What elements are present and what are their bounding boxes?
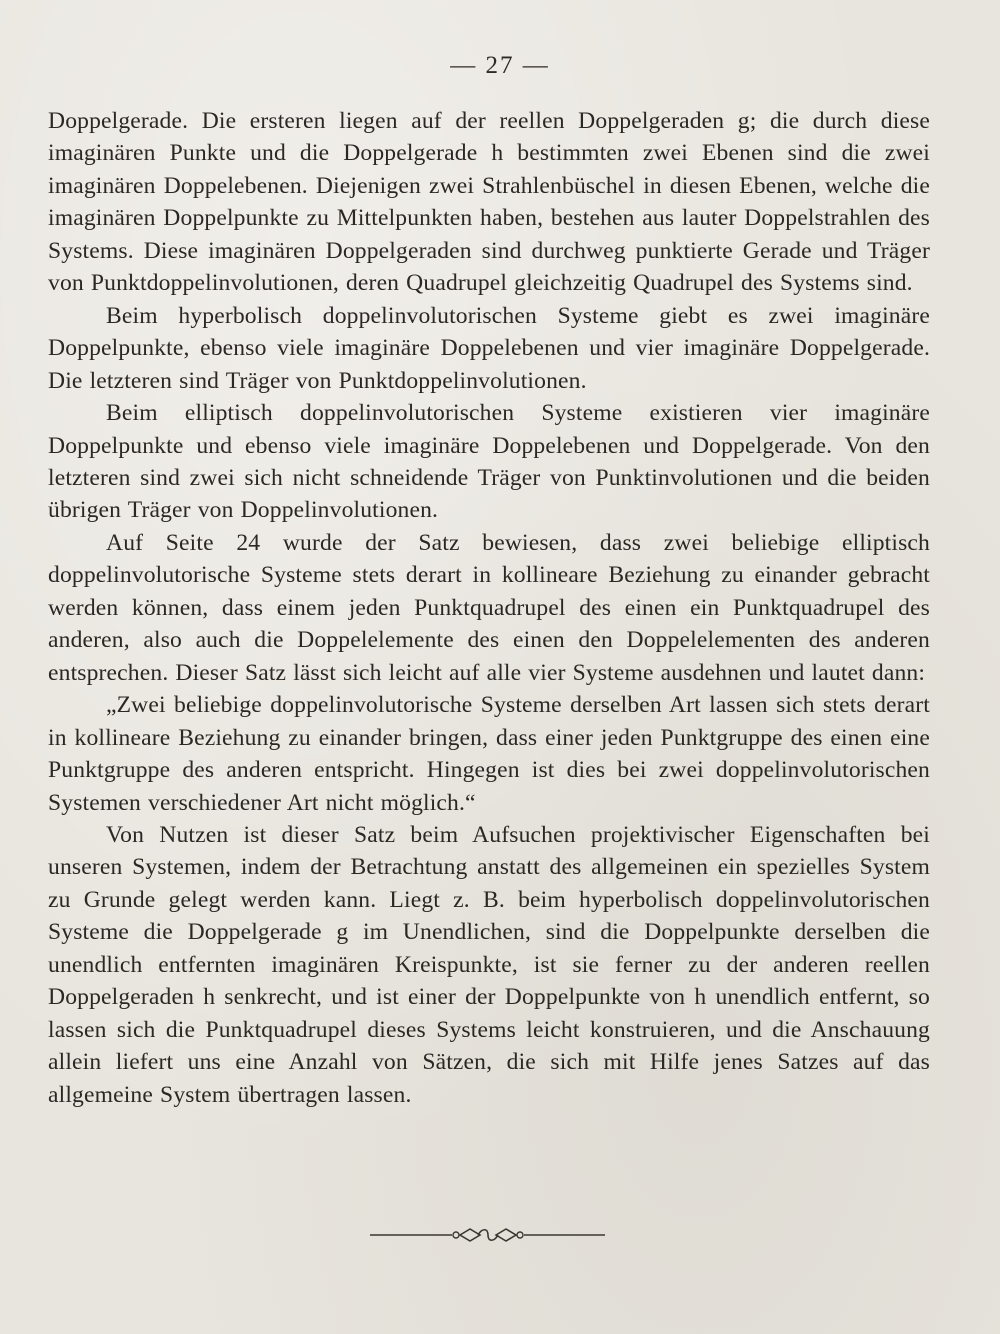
- paragraph: Von Nutzen ist dieser Satz beim Aufsuchen projektivischer Eigenschaften bei unseren Systemen, indem der Betrachtung anstatt des allgemeinen ein spezielles System zu Grunde gelegt werden kann. Liegt z. B. beim hyperbolisch doppelinvolutorischen Systeme die Doppelgerade g im Unendlichen, sind die Doppelpunkte derselben die unendlich entfernten imaginären Kreispunkte, ist sie ferner zu der anderen reellen Doppelgeraden h senkrecht, und ist einer der Doppelpunkte von h unendlich entfernt, so lassen sich die Punktquadrupel dieses Systems leicht konstruieren, und die Anschauung allein liefert uns eine Anzahl von Sätzen, die sich mit Hilfe jenes Satzes auf das allgemeine System übertragen lassen.: [48, 821, 930, 1108]
- page-number: — 27 —: [450, 52, 550, 79]
- paragraph: Doppelgerade. Die ersteren liegen auf der reellen Doppelgeraden g; die durch diese imaginären Punkte und die Doppelgerade h bestimmten zwei Ebenen sind die zwei imaginären Doppelebenen. Diejenigen zwei Strahlenbüschel in diesen Ebenen, welche die imaginären Doppelpunkte zu Mittelpunkten haben, bestehen aus lauter Doppelstrahlen des Systems. Diese imaginären Doppelgeraden sind durchweg punktierte Gerade und Träger von Punktdoppelinvolutionen, deren Quadrupel gleichzeitig Quadrupel des Systems sind.: [48, 108, 930, 297]
- ornament-divider: [370, 1225, 605, 1245]
- paragraph: Beim elliptisch doppelinvolutorischen Systeme existieren vier imaginäre Doppelpunkte und ebenso viele imaginäre Doppelebenen und Doppelgerade. Von den letzteren sind zwei sich nicht schneidende Träger von Punktinvolutionen und die beiden übrigen Träger von Doppelinvolutionen.: [48, 400, 930, 524]
- paragraph: Auf Seite 24 wurde der Satz bewiesen, dass zwei beliebige elliptisch doppelinvolutorische Systeme stets derart in kollineare Beziehung zu einander gebracht werden können, dass einem jeden Punktquadrupel des einen ein Punktquadrupel des anderen, also auch die Doppelelemente des einen den Doppelelementen des anderen entsprechen. Dieser Satz lässt sich leicht auf alle vier Systeme ausdehnen und lautet dann:: [48, 529, 930, 686]
- body-text: [48, 105, 930, 1111]
- quoted-theorem: „Zwei beliebige doppelinvolutorische Systeme derselben Art lassen sich stets derart in kollineare Beziehung zu einander bringen, dass einer jeden Punktgruppe des einen eine Punktgruppe des anderen entspricht. Hingegen ist dies bei zwei doppelinvolutorischen Systemen verschiedener Art nicht möglich.“: [48, 692, 930, 816]
- paragraph: Beim hyperbolisch doppelinvolutorischen Systeme giebt es zwei imaginäre Doppelpunkte, ebenso viele imaginäre Doppelebenen und vier imaginäre Doppelgerade. Die letzteren sind Träger von Punktdoppelinvolutionen.: [48, 302, 930, 394]
